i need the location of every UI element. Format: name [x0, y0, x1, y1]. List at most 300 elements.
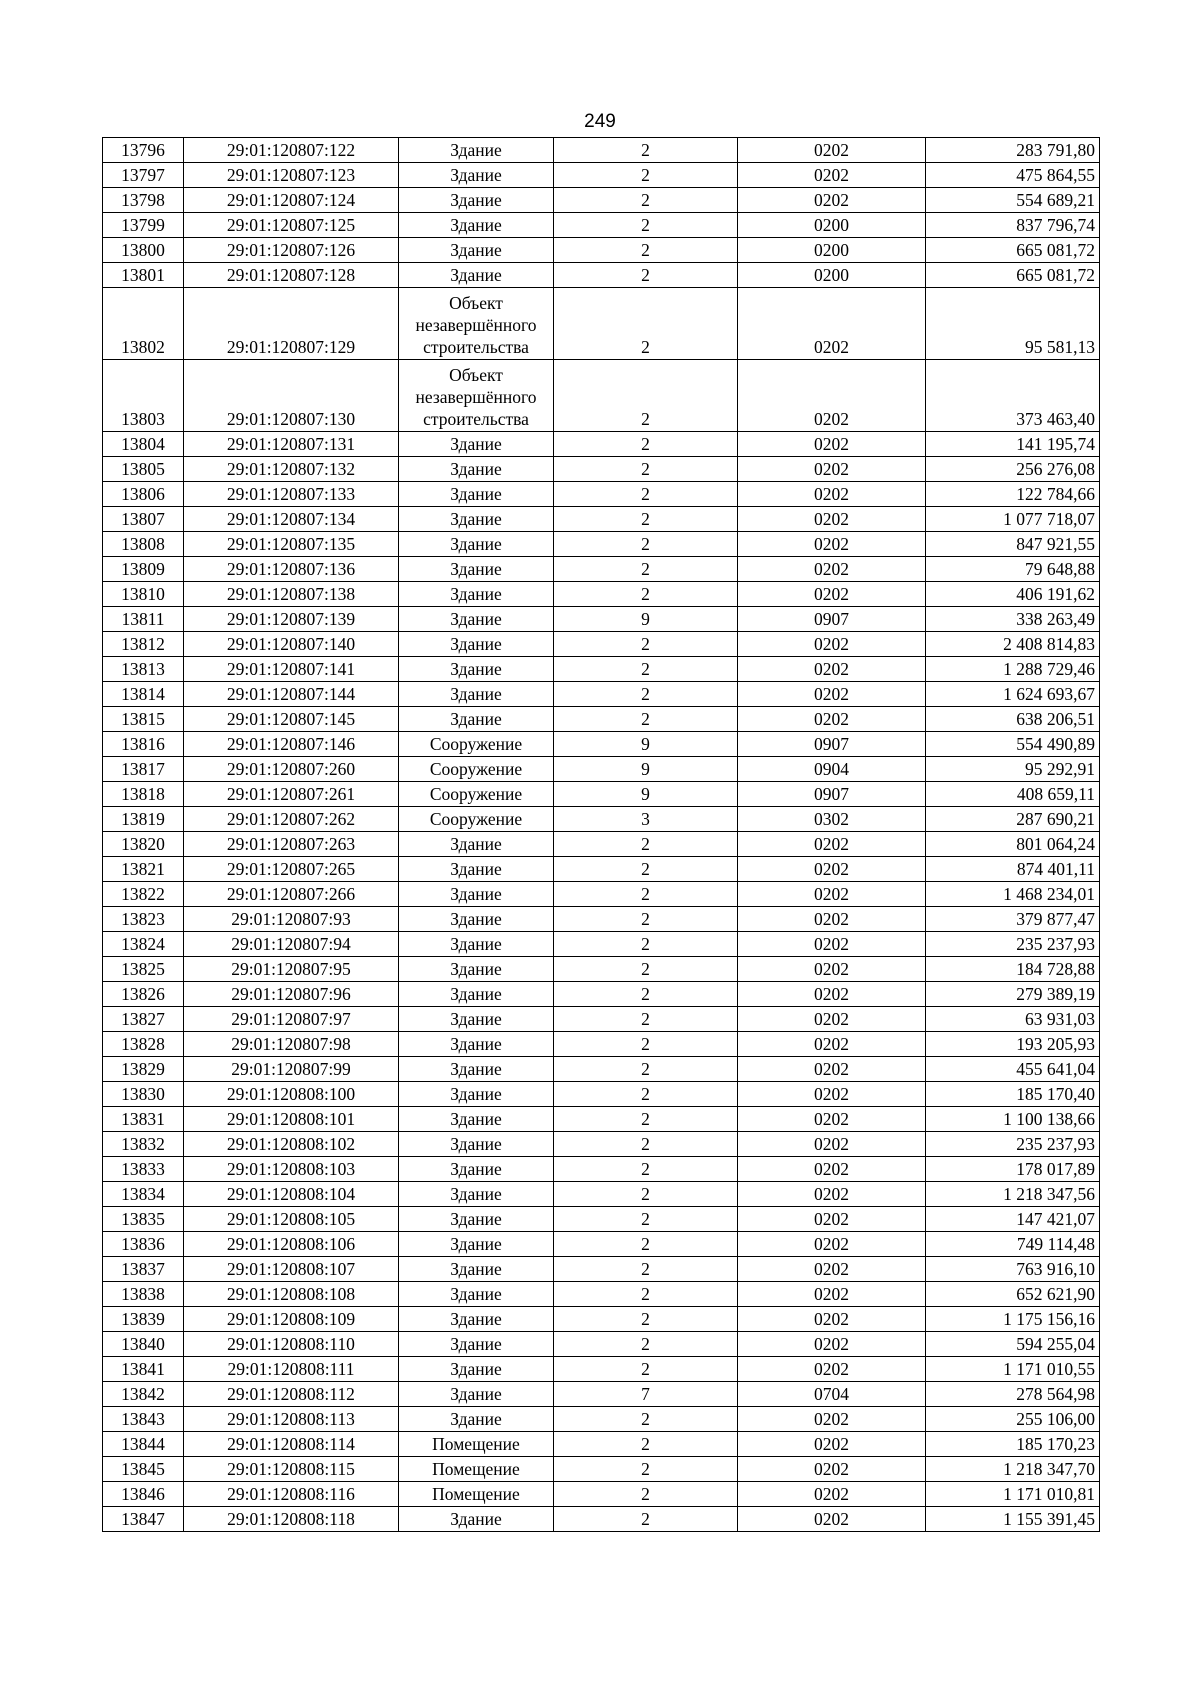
cadastral-value-cell: 95 292,91 — [926, 757, 1100, 782]
group-code-cell: 2 — [554, 857, 738, 882]
row-number-cell: 13823 — [103, 907, 184, 932]
subgroup-code-cell: 0202 — [738, 1357, 926, 1382]
table-row — [103, 807, 1100, 832]
cadastral-value-cell: 185 170,23 — [926, 1432, 1100, 1457]
row-number-cell: 13829 — [103, 1057, 184, 1082]
cadastral-number-cell: 29:01:120807:136 — [184, 557, 399, 582]
cadastral-number-cell: 29:01:120807:124 — [184, 188, 399, 213]
row-number-cell: 13834 — [103, 1182, 184, 1207]
object-type-cell: Здание — [399, 1132, 554, 1157]
page-number: 249 — [584, 111, 616, 132]
subgroup-code-cell: 0904 — [738, 757, 926, 782]
cadastral-value-cell: 283 791,80 — [926, 138, 1100, 163]
table-row — [103, 932, 1100, 957]
table-row — [103, 582, 1100, 607]
table-row — [103, 632, 1100, 657]
object-type-cell: Здание — [399, 1382, 554, 1407]
table-row — [103, 138, 1100, 163]
group-code-cell: 9 — [554, 757, 738, 782]
row-number-cell: 13818 — [103, 782, 184, 807]
object-type-cell: Здание — [399, 982, 554, 1007]
object-type-cell: Объект незавершённого строительства — [399, 360, 554, 432]
table-row — [103, 882, 1100, 907]
object-type-cell: Здание — [399, 657, 554, 682]
cadastral-value-cell: 847 921,55 — [926, 532, 1100, 557]
group-code-cell: 2 — [554, 557, 738, 582]
cadastral-number-cell: 29:01:120807:93 — [184, 907, 399, 932]
subgroup-code-cell: 0202 — [738, 932, 926, 957]
object-type-cell: Здание — [399, 532, 554, 557]
object-type-cell: Сооружение — [399, 807, 554, 832]
object-type-cell: Здание — [399, 607, 554, 632]
cadastral-value-cell: 638 206,51 — [926, 707, 1100, 732]
cadastral-value-cell: 406 191,62 — [926, 582, 1100, 607]
row-number-cell: 13820 — [103, 832, 184, 857]
subgroup-code-cell: 0202 — [738, 507, 926, 532]
table-row — [103, 1032, 1100, 1057]
row-number-cell: 13815 — [103, 707, 184, 732]
subgroup-code-cell: 0202 — [738, 832, 926, 857]
row-number-cell: 13830 — [103, 1082, 184, 1107]
object-type-cell: Объект незавершённого строительства — [399, 288, 554, 360]
object-type-cell: Здание — [399, 507, 554, 532]
row-number-cell: 13814 — [103, 682, 184, 707]
cadastral-number-cell: 29:01:120808:109 — [184, 1307, 399, 1332]
group-code-cell: 2 — [554, 1257, 738, 1282]
group-code-cell: 2 — [554, 163, 738, 188]
row-number-cell: 13822 — [103, 882, 184, 907]
object-type-cell: Здание — [399, 1257, 554, 1282]
cadastral-number-cell: 29:01:120808:107 — [184, 1257, 399, 1282]
cadastral-value-cell: 279 389,19 — [926, 982, 1100, 1007]
row-number-cell: 13816 — [103, 732, 184, 757]
cadastral-value-cell: 141 195,74 — [926, 432, 1100, 457]
table-row — [103, 532, 1100, 557]
object-type-cell: Здание — [399, 1007, 554, 1032]
subgroup-code-cell: 0202 — [738, 982, 926, 1007]
row-number-cell: 13798 — [103, 188, 184, 213]
cadastral-value-cell: 79 648,88 — [926, 557, 1100, 582]
cadastral-number-cell: 29:01:120808:116 — [184, 1482, 399, 1507]
cadastral-value-cell: 475 864,55 — [926, 163, 1100, 188]
group-code-cell: 2 — [554, 932, 738, 957]
object-type-cell: Сооружение — [399, 732, 554, 757]
object-type-cell: Здание — [399, 957, 554, 982]
cadastral-value-cell: 554 490,89 — [926, 732, 1100, 757]
cadastral-number-cell: 29:01:120807:123 — [184, 163, 399, 188]
object-type-cell: Здание — [399, 1207, 554, 1232]
row-number-cell: 13825 — [103, 957, 184, 982]
row-number-cell: 13810 — [103, 582, 184, 607]
cadastral-number-cell: 29:01:120807:128 — [184, 263, 399, 288]
object-type-cell: Здание — [399, 1232, 554, 1257]
group-code-cell: 2 — [554, 1007, 738, 1032]
row-number-cell: 13827 — [103, 1007, 184, 1032]
subgroup-code-cell: 0202 — [738, 682, 926, 707]
cadastral-value-cell: 147 421,07 — [926, 1207, 1100, 1232]
cadastral-value-cell: 837 796,74 — [926, 213, 1100, 238]
subgroup-code-cell: 0202 — [738, 1107, 926, 1132]
object-type-cell: Здание — [399, 632, 554, 657]
cadastral-value-cell: 63 931,03 — [926, 1007, 1100, 1032]
cadastral-number-cell: 29:01:120808:115 — [184, 1457, 399, 1482]
cadastral-value-cell: 665 081,72 — [926, 238, 1100, 263]
table-row — [103, 1282, 1100, 1307]
row-number-cell: 13808 — [103, 532, 184, 557]
subgroup-code-cell: 0202 — [738, 288, 926, 360]
cadastral-value-cell: 185 170,40 — [926, 1082, 1100, 1107]
subgroup-code-cell: 0202 — [738, 360, 926, 432]
group-code-cell: 9 — [554, 607, 738, 632]
cadastral-number-cell: 29:01:120807:262 — [184, 807, 399, 832]
table-row — [103, 1332, 1100, 1357]
cadastral-value-cell: 287 690,21 — [926, 807, 1100, 832]
table-row — [103, 1207, 1100, 1232]
group-code-cell: 2 — [554, 1182, 738, 1207]
table-row — [103, 1132, 1100, 1157]
group-code-cell: 2 — [554, 882, 738, 907]
group-code-cell: 3 — [554, 807, 738, 832]
table-row — [103, 1182, 1100, 1207]
object-type-cell: Здание — [399, 1157, 554, 1182]
table-row — [103, 607, 1100, 632]
row-number-cell: 13819 — [103, 807, 184, 832]
subgroup-code-cell: 0202 — [738, 1482, 926, 1507]
subgroup-code-cell: 0200 — [738, 263, 926, 288]
table-row — [103, 982, 1100, 1007]
subgroup-code-cell: 0202 — [738, 1307, 926, 1332]
row-number-cell: 13832 — [103, 1132, 184, 1157]
row-number-cell: 13837 — [103, 1257, 184, 1282]
table-row — [103, 482, 1100, 507]
cadastral-value-cell: 1 155 391,45 — [926, 1507, 1100, 1532]
row-number-cell: 13842 — [103, 1382, 184, 1407]
cadastral-number-cell: 29:01:120808:104 — [184, 1182, 399, 1207]
group-code-cell: 2 — [554, 982, 738, 1007]
cadastral-value-cell: 373 463,40 — [926, 360, 1100, 432]
object-type-cell: Здание — [399, 188, 554, 213]
cadastral-number-cell: 29:01:120807:122 — [184, 138, 399, 163]
cadastral-number-cell: 29:01:120808:103 — [184, 1157, 399, 1182]
cadastral-value-cell: 122 784,66 — [926, 482, 1100, 507]
table-row — [103, 1382, 1100, 1407]
subgroup-code-cell: 0202 — [738, 1257, 926, 1282]
group-code-cell: 2 — [554, 507, 738, 532]
object-type-cell: Здание — [399, 682, 554, 707]
row-number-cell: 13803 — [103, 360, 184, 432]
object-type-cell: Здание — [399, 1407, 554, 1432]
row-number-cell: 13801 — [103, 263, 184, 288]
table-row — [103, 857, 1100, 882]
group-code-cell: 2 — [554, 213, 738, 238]
row-number-cell: 13813 — [103, 657, 184, 682]
group-code-cell: 2 — [554, 263, 738, 288]
group-code-cell: 2 — [554, 1282, 738, 1307]
cadastral-number-cell: 29:01:120808:118 — [184, 1507, 399, 1532]
cadastral-value-cell: 594 255,04 — [926, 1332, 1100, 1357]
cadastral-number-cell: 29:01:120807:130 — [184, 360, 399, 432]
cadastral-number-cell: 29:01:120807:132 — [184, 457, 399, 482]
object-type-cell: Здание — [399, 238, 554, 263]
table-row — [103, 1457, 1100, 1482]
subgroup-code-cell: 0202 — [738, 1157, 926, 1182]
subgroup-code-cell: 0202 — [738, 1282, 926, 1307]
table-row — [103, 907, 1100, 932]
group-code-cell: 7 — [554, 1382, 738, 1407]
group-code-cell: 2 — [554, 1207, 738, 1232]
object-type-cell: Здание — [399, 1032, 554, 1057]
cadastral-number-cell: 29:01:120808:111 — [184, 1357, 399, 1382]
subgroup-code-cell: 0202 — [738, 482, 926, 507]
cadastral-value-cell: 1 468 234,01 — [926, 882, 1100, 907]
group-code-cell: 2 — [554, 288, 738, 360]
cadastral-number-cell: 29:01:120807:145 — [184, 707, 399, 732]
object-type-cell: Здание — [399, 457, 554, 482]
cadastral-number-cell: 29:01:120808:100 — [184, 1082, 399, 1107]
row-number-cell: 13840 — [103, 1332, 184, 1357]
row-number-cell: 13807 — [103, 507, 184, 532]
row-number-cell: 13845 — [103, 1457, 184, 1482]
group-code-cell: 2 — [554, 1482, 738, 1507]
object-type-cell: Здание — [399, 1507, 554, 1532]
table-row — [103, 732, 1100, 757]
subgroup-code-cell: 0202 — [738, 138, 926, 163]
row-number-cell: 13836 — [103, 1232, 184, 1257]
group-code-cell: 2 — [554, 1507, 738, 1532]
subgroup-code-cell: 0202 — [738, 457, 926, 482]
cadastral-value-cell: 1 175 156,16 — [926, 1307, 1100, 1332]
table-row — [103, 832, 1100, 857]
group-code-cell: 2 — [554, 832, 738, 857]
group-code-cell: 2 — [554, 457, 738, 482]
row-number-cell: 13799 — [103, 213, 184, 238]
cadastral-value-cell: 278 564,98 — [926, 1382, 1100, 1407]
subgroup-code-cell: 0202 — [738, 957, 926, 982]
subgroup-code-cell: 0202 — [738, 907, 926, 932]
table-row — [103, 238, 1100, 263]
subgroup-code-cell: 0202 — [738, 1407, 926, 1432]
row-number-cell: 13821 — [103, 857, 184, 882]
subgroup-code-cell: 0202 — [738, 1332, 926, 1357]
cadastral-value-cell: 255 106,00 — [926, 1407, 1100, 1432]
group-code-cell: 2 — [554, 188, 738, 213]
subgroup-code-cell: 0202 — [738, 1182, 926, 1207]
group-code-cell: 2 — [554, 707, 738, 732]
object-type-cell: Здание — [399, 582, 554, 607]
cadastral-number-cell: 29:01:120808:101 — [184, 1107, 399, 1132]
object-type-cell: Здание — [399, 163, 554, 188]
cadastral-value-cell: 763 916,10 — [926, 1257, 1100, 1282]
cadastral-number-cell: 29:01:120807:99 — [184, 1057, 399, 1082]
row-number-cell: 13805 — [103, 457, 184, 482]
group-code-cell: 9 — [554, 732, 738, 757]
table-row — [103, 1057, 1100, 1082]
object-type-cell: Здание — [399, 907, 554, 932]
row-number-cell: 13824 — [103, 932, 184, 957]
row-number-cell: 13843 — [103, 1407, 184, 1432]
cadastral-number-cell: 29:01:120808:102 — [184, 1132, 399, 1157]
subgroup-code-cell: 0202 — [738, 163, 926, 188]
registry-table — [102, 137, 1100, 1532]
group-code-cell: 2 — [554, 1032, 738, 1057]
subgroup-code-cell: 0202 — [738, 1132, 926, 1157]
row-number-cell: 13826 — [103, 982, 184, 1007]
object-type-cell: Здание — [399, 1357, 554, 1382]
subgroup-code-cell: 0202 — [738, 1507, 926, 1532]
cadastral-number-cell: 29:01:120807:134 — [184, 507, 399, 532]
group-code-cell: 2 — [554, 238, 738, 263]
group-code-cell: 2 — [554, 632, 738, 657]
object-type-cell: Помещение — [399, 1482, 554, 1507]
subgroup-code-cell: 0202 — [738, 882, 926, 907]
row-number-cell: 13844 — [103, 1432, 184, 1457]
table-row — [103, 557, 1100, 582]
cadastral-value-cell: 193 205,93 — [926, 1032, 1100, 1057]
table-row — [103, 1007, 1100, 1032]
group-code-cell: 2 — [554, 907, 738, 932]
table-row — [103, 657, 1100, 682]
table-row — [103, 757, 1100, 782]
cadastral-number-cell: 29:01:120807:95 — [184, 957, 399, 982]
object-type-cell: Здание — [399, 707, 554, 732]
group-code-cell: 2 — [554, 657, 738, 682]
cadastral-value-cell: 749 114,48 — [926, 1232, 1100, 1257]
cadastral-number-cell: 29:01:120807:266 — [184, 882, 399, 907]
row-number-cell: 13847 — [103, 1507, 184, 1532]
cadastral-number-cell: 29:01:120807:141 — [184, 657, 399, 682]
object-type-cell: Здание — [399, 432, 554, 457]
cadastral-value-cell: 801 064,24 — [926, 832, 1100, 857]
table-row — [103, 507, 1100, 532]
cadastral-value-cell: 1 624 693,67 — [926, 682, 1100, 707]
cadastral-value-cell: 2 408 814,83 — [926, 632, 1100, 657]
group-code-cell: 2 — [554, 138, 738, 163]
subgroup-code-cell: 0202 — [738, 432, 926, 457]
object-type-cell: Здание — [399, 1307, 554, 1332]
group-code-cell: 2 — [554, 1107, 738, 1132]
table-row — [103, 188, 1100, 213]
cadastral-number-cell: 29:01:120807:260 — [184, 757, 399, 782]
cadastral-value-cell: 874 401,11 — [926, 857, 1100, 882]
table-row — [103, 1307, 1100, 1332]
cadastral-number-cell: 29:01:120807:129 — [184, 288, 399, 360]
group-code-cell: 9 — [554, 782, 738, 807]
cadastral-value-cell: 1 218 347,56 — [926, 1182, 1100, 1207]
cadastral-number-cell: 29:01:120807:144 — [184, 682, 399, 707]
cadastral-number-cell: 29:01:120808:113 — [184, 1407, 399, 1432]
cadastral-number-cell: 29:01:120808:112 — [184, 1382, 399, 1407]
object-type-cell: Здание — [399, 932, 554, 957]
cadastral-value-cell: 1 077 718,07 — [926, 507, 1100, 532]
cadastral-value-cell: 455 641,04 — [926, 1057, 1100, 1082]
object-type-cell: Здание — [399, 263, 554, 288]
cadastral-number-cell: 29:01:120807:265 — [184, 857, 399, 882]
object-type-cell: Здание — [399, 482, 554, 507]
row-number-cell: 13846 — [103, 1482, 184, 1507]
object-type-cell: Здание — [399, 1082, 554, 1107]
cadastral-value-cell: 256 276,08 — [926, 457, 1100, 482]
object-type-cell: Здание — [399, 1332, 554, 1357]
group-code-cell: 2 — [554, 1057, 738, 1082]
table-row — [103, 1107, 1100, 1132]
object-type-cell: Здание — [399, 1182, 554, 1207]
cadastral-number-cell: 29:01:120807:138 — [184, 582, 399, 607]
table-row — [103, 263, 1100, 288]
group-code-cell: 2 — [554, 482, 738, 507]
cadastral-value-cell: 1 100 138,66 — [926, 1107, 1100, 1132]
table-row — [103, 1232, 1100, 1257]
table-row — [103, 213, 1100, 238]
group-code-cell: 2 — [554, 1082, 738, 1107]
cadastral-value-cell: 665 081,72 — [926, 263, 1100, 288]
group-code-cell: 2 — [554, 1357, 738, 1382]
cadastral-value-cell: 184 728,88 — [926, 957, 1100, 982]
table-row — [103, 1432, 1100, 1457]
subgroup-code-cell: 0202 — [738, 707, 926, 732]
group-code-cell: 2 — [554, 1432, 738, 1457]
object-type-cell: Здание — [399, 213, 554, 238]
registry-table-body — [103, 138, 1100, 1532]
table-row — [103, 288, 1100, 360]
row-number-cell: 13828 — [103, 1032, 184, 1057]
cadastral-number-cell: 29:01:120807:139 — [184, 607, 399, 632]
subgroup-code-cell: 0202 — [738, 857, 926, 882]
cadastral-value-cell: 554 689,21 — [926, 188, 1100, 213]
table-row — [103, 1157, 1100, 1182]
row-number-cell: 13797 — [103, 163, 184, 188]
cadastral-number-cell: 29:01:120807:98 — [184, 1032, 399, 1057]
row-number-cell: 13833 — [103, 1157, 184, 1182]
subgroup-code-cell: 0200 — [738, 238, 926, 263]
row-number-cell: 13802 — [103, 288, 184, 360]
subgroup-code-cell: 0202 — [738, 1032, 926, 1057]
object-type-cell: Помещение — [399, 1457, 554, 1482]
cadastral-number-cell: 29:01:120807:263 — [184, 832, 399, 857]
cadastral-number-cell: 29:01:120808:114 — [184, 1432, 399, 1457]
subgroup-code-cell: 0202 — [738, 1232, 926, 1257]
cadastral-number-cell: 29:01:120808:106 — [184, 1232, 399, 1257]
cadastral-number-cell: 29:01:120807:125 — [184, 213, 399, 238]
object-type-cell: Сооружение — [399, 782, 554, 807]
object-type-cell: Здание — [399, 557, 554, 582]
cadastral-value-cell: 1 218 347,70 — [926, 1457, 1100, 1482]
subgroup-code-cell: 0202 — [738, 1057, 926, 1082]
subgroup-code-cell: 0202 — [738, 582, 926, 607]
cadastral-value-cell: 235 237,93 — [926, 932, 1100, 957]
cadastral-number-cell: 29:01:120807:94 — [184, 932, 399, 957]
subgroup-code-cell: 0202 — [738, 1432, 926, 1457]
group-code-cell: 2 — [554, 532, 738, 557]
cadastral-number-cell: 29:01:120807:126 — [184, 238, 399, 263]
object-type-cell: Здание — [399, 138, 554, 163]
subgroup-code-cell: 0202 — [738, 632, 926, 657]
subgroup-code-cell: 0302 — [738, 807, 926, 832]
cadastral-number-cell: 29:01:120807:97 — [184, 1007, 399, 1032]
table-row — [103, 957, 1100, 982]
group-code-cell: 2 — [554, 432, 738, 457]
group-code-cell: 2 — [554, 1132, 738, 1157]
subgroup-code-cell: 0907 — [738, 782, 926, 807]
cadastral-number-cell: 29:01:120808:110 — [184, 1332, 399, 1357]
subgroup-code-cell: 0907 — [738, 607, 926, 632]
row-number-cell: 13811 — [103, 607, 184, 632]
subgroup-code-cell: 0202 — [738, 1207, 926, 1232]
cadastral-value-cell: 338 263,49 — [926, 607, 1100, 632]
table-row — [103, 1357, 1100, 1382]
subgroup-code-cell: 0202 — [738, 532, 926, 557]
row-number-cell: 13812 — [103, 632, 184, 657]
row-number-cell: 13841 — [103, 1357, 184, 1382]
